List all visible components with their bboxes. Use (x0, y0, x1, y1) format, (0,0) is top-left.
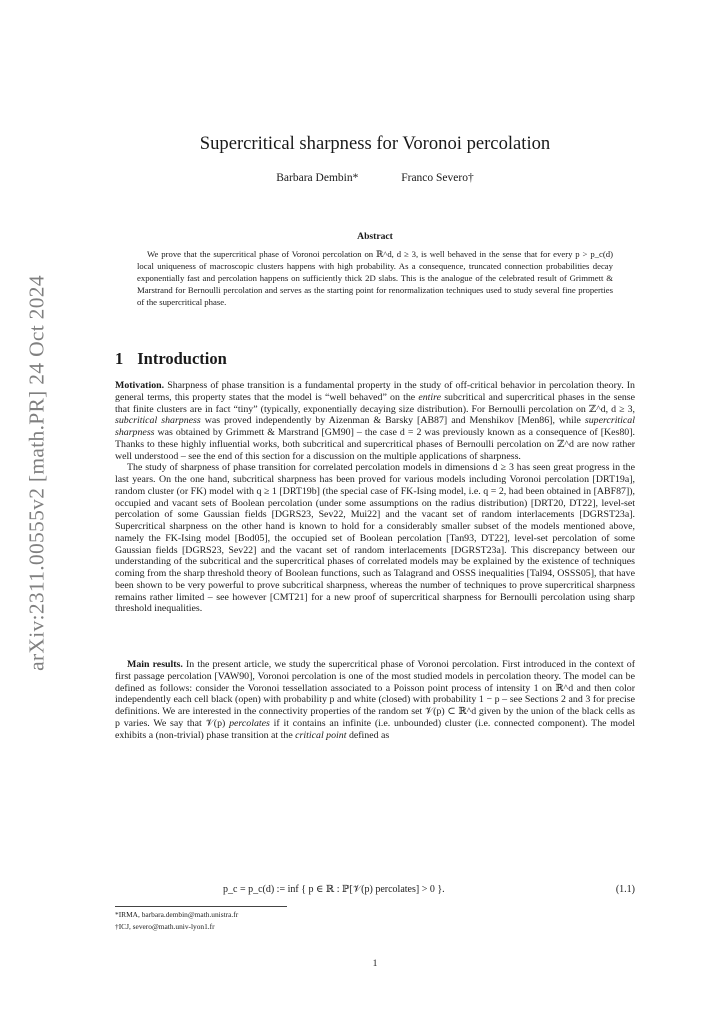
emphasis: critical point (295, 729, 347, 741)
emphasis: percolates (229, 717, 270, 729)
equation-formula: p_c = p_c(d) := inf { p ∈ ℝ : ℙ[𝒱(p) percolates] > 0 }. (223, 884, 445, 895)
intro-body (115, 380, 635, 615)
author-severo: Franco Severo† (401, 172, 474, 184)
footnote-severo: †ICJ, severo@math.univ-lyon1.fr (115, 922, 215, 931)
paragraph-main-results (115, 659, 635, 741)
author-dembin: Barbara Dembin* (276, 172, 359, 184)
author-line (115, 172, 635, 184)
text-run: if it contains an infinite (i.e. unbounded) cluster (i.e. connected component). The model exhibits a (non-trivial) phase transition at the (115, 717, 635, 741)
emphasis: subcritical sharpness (115, 415, 201, 427)
arxiv-identifier: arXiv:2311.00555v2 [math.PR] 24 Oct 2024 (24, 274, 49, 671)
footnote-dembin: *IRMA, barbara.dembin@math.unistra.fr (115, 910, 239, 919)
abstract-heading: Abstract (357, 231, 393, 242)
paper-title: Supercritical sharpness for Voronoi percolation (199, 133, 551, 154)
main-results-lead: Main results. (127, 659, 183, 670)
page-number: 1 (372, 958, 378, 969)
section-heading (115, 349, 227, 369)
footnote-rule (115, 906, 287, 907)
text-run: was proved independently by Aizenman & Barsky [AB87] and Menshikov [Men86], while (200, 415, 585, 427)
paragraph-motivation (115, 380, 635, 462)
text-run: subcritical and supercritical phases in the sense that finite clusters are in fact “tiny” (typically, exponentially decaying size distribution). For Bernoulli percolation on ℤ^d, d ≥ 3, (115, 391, 635, 415)
paragraph-sharpness-correlated: The study of sharpness of phase transition for correlated percolation models in dimensions d ≥ 3 has seen great progress in the last years. On the one hand, subcritical sharpness has been proved for various models including Voronoi percolation [DRT19a], random cluster (or FK) model with q ≥ 1 [DRT19b] (the special case of FK-Ising model, i.e. q = 2, had been obtained in [ABF87]), occupied and vacant sets of Boolean percolation (under some assumptions on the radius distribution) [DRT20, DT22], level-set percolation of some Gaussian fields [DGRS23, Sev22, Mui22] and the vacant set of random interlacements [DGRST23a]. Supercritical sharpness on the other hand is known to hold for a considerably smaller subset of the models mentioned above, namely the FK-Ising model [Bod05], the occupied set of Boolean percolation [Tan93, DT22], level-set percolation of some Gaussian fields [DGRS23, Sev22] and the vacant set of random interlacements [DGRST23a]. This discrepancy between our understanding of the subcritical and the supercritical phases of correlated models may be explained by the existence of techniques coming from the sharp threshold theory of Boolean functions, such as Talagrand and OSSS inequalities [Tal94, OSSS05], that have been shown to be very powerful to prove subcritical sharpness, whereas the number of techniques to prove supercritical sharpness remains rather limited – see however [CMT21] for a new proof of supercritical sharpness for Bernoulli percolation using sharp threshold inequalities. (115, 462, 635, 615)
text-run: defined as (346, 729, 390, 741)
section-title: Introduction (137, 349, 227, 368)
section-number: 1 (115, 349, 124, 368)
abstract-text: We prove that the supercritical phase of Voronoi percolation on ℝ^d, d ≥ 3, is well behaved in the sense that for every p > p_c(d) local uniqueness of macroscopic clusters happens with high probability. As a consequence, truncated connection probabilities decay exponentially fast and percolation happens on sufficiently thick 2D slabs. This is the analogue of the celebrated result of Grimmett & Marstrand for Bernoulli percolation and serves as the starting point for renormalization techniques used to study several fine properties of the supercritical phase. (137, 249, 613, 308)
emphasis: supercritical sharpness (115, 415, 635, 438)
motivation-lead: Motivation. (115, 380, 165, 391)
emphasis: entire (418, 391, 442, 403)
equation-number: (1.1) (615, 884, 635, 895)
text-run: was obtained by Grimmett & Marstrand [GM90] – the case d = 2 was previously known as a consequence of [Kes80]. Thanks to these highly influential works, both subcritical and supercritical phases of Bernoulli percolation on ℤ^d are now rather well understood – see the end of this section for a discussion on the multiple applications of sharpness. (115, 427, 635, 462)
arxiv-sidebar (20, 274, 54, 671)
text-run: In the present article, we study the supercritical phase of Voronoi percolation. First introduced in the context of first passage percolation [VAW90], Voronoi percolation is one of the most studied models in percolation theory. The model can be defined as follows: consider the Voronoi tessellation associated to a Poisson point process of intensity 1 on ℝ^d and then color independently each cell black (open) with probability p and white (closed) with probability 1 − p – see Sections 2 and 3 for precise definitions. We are interested in the connectivity properties of the random set 𝒱(p) ⊂ ℝ^d given by the union of the black cells as p varies. We say that 𝒱(p) (115, 659, 635, 729)
text-run: Sharpness of phase transition is a fundamental property in the study of off-critical behavior in percolation theory. In general terms, this property states that the model is “well behaved” on the (115, 380, 635, 403)
